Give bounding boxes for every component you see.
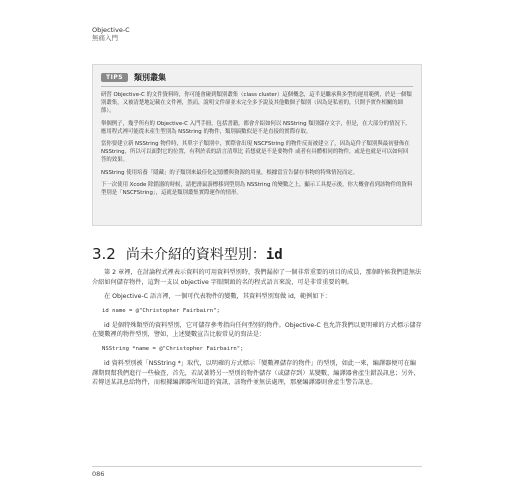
section-title-text: 尚未介紹的資料型別：: [125, 247, 266, 263]
tips-header: [101, 71, 413, 83]
body-paragraph: id 是個特殊類型的資料型別，它可儲存參考指向任何型別的物件。Objective-C 也允許我們以更明確的方式標示儲存在變數裡的物件型別，譬如，上述變數宣告比較常見的寫法是：: [92, 321, 422, 339]
code-sample: id name = @"Christopher Fairbairn";: [102, 307, 220, 314]
tips-paragraph: 下一次使用 Xcode 除錯器的時候，請把滑鼠游標移到型別為 NSString 的變數之上，顯示工具提示後，你大概會看到該物件的資料型別是「NSCFString」，這就是類別叢集實際運作的情形。: [101, 181, 413, 197]
tips-paragraph: 研習 Objective-C 的文件資料時，你可能會碰到類別叢集（class cluster）這個概念，這半是繼承與多型的運用範例，於是一個類別叢集，又被清楚地記載在文件裡，然而，說明文件卻並未完全多予說及其他數個子類別（因為是私密的，只開予實作相關的細節）。: [101, 92, 412, 115]
header-book-title: Objective-C: [92, 26, 130, 34]
page-number: 086: [92, 466, 422, 478]
tips-divider: [101, 86, 413, 87]
tips-paragraph: NSString 使用培養「隱藏」的子類別來最佳化記憶體與資源的用量，根據當宣告儲存事物的特殊情況而定。: [101, 169, 359, 176]
header-book-subtitle: 無痛入門: [92, 34, 118, 42]
body-paragraph: 在 Objective-C 語言裡，一個可代表物件的變數，其資料型別寫做 id，範例如下：: [104, 293, 331, 301]
code-sample: NSString *name = @"Christopher Fairbairn";: [102, 345, 244, 352]
section-heading: [92, 244, 422, 264]
body-paragraph: 第 2 章裡，在討論程式裡表示資料的可用資料型別時，我們漏掉了一個非常重要的項目的成員，那個時候我們還無法介紹如何儲存物件，這對一支以 objective 字眼開頭的名的程式語言來說，可是非常重要的啊。: [92, 269, 422, 286]
tips-box: [92, 64, 422, 226]
body-text: [92, 268, 422, 393]
tips-badge: TIPS: [101, 73, 128, 82]
section-number: 3.2: [92, 245, 116, 263]
tips-title: 類別叢集: [134, 72, 167, 82]
section-title-code: id: [265, 247, 283, 263]
body-paragraph: id 資料型別被「NSString *」取代，以明確的方式標示「變數裡儲存的物件」的型別，如此一來，編譯器便可在編譯期間幫我們進行一些檢查，首先，若試著將另一型別的物件儲存（或儲存到）某變數，編譯器會產生錯誤訊息；另外，若傳送某訊息給物件，而根據編譯器所知道的資訊，該物件並無法處理，那麼編譯器則會產生警告訊息。: [92, 359, 420, 387]
tips-paragraph: 舉個例子，幾乎所有的 Objective-C 入門手冊，包括書籍，都會介紹如何以 NSString 類別儲存文字，但是，在大部分的情況下，應用程式裡可能從未產生型別為 NSString 的物件，類別搞數似是不是直接的實際存取。: [101, 120, 411, 135]
tips-paragraph: 當你要建立新 NSString 物件時，其單字子類別中，實際會出現 NSCFString 的物件反而被建立了，因為這件子類別與最初發佈在 NSString，所以可以面對它的位置，有利於表的語言清單比 若想就是不是要物件 或者有具體相同的物件，或是也就是可以如何回答的效果。: [101, 141, 410, 164]
section-title: [126, 244, 283, 264]
running-header: [92, 26, 130, 42]
